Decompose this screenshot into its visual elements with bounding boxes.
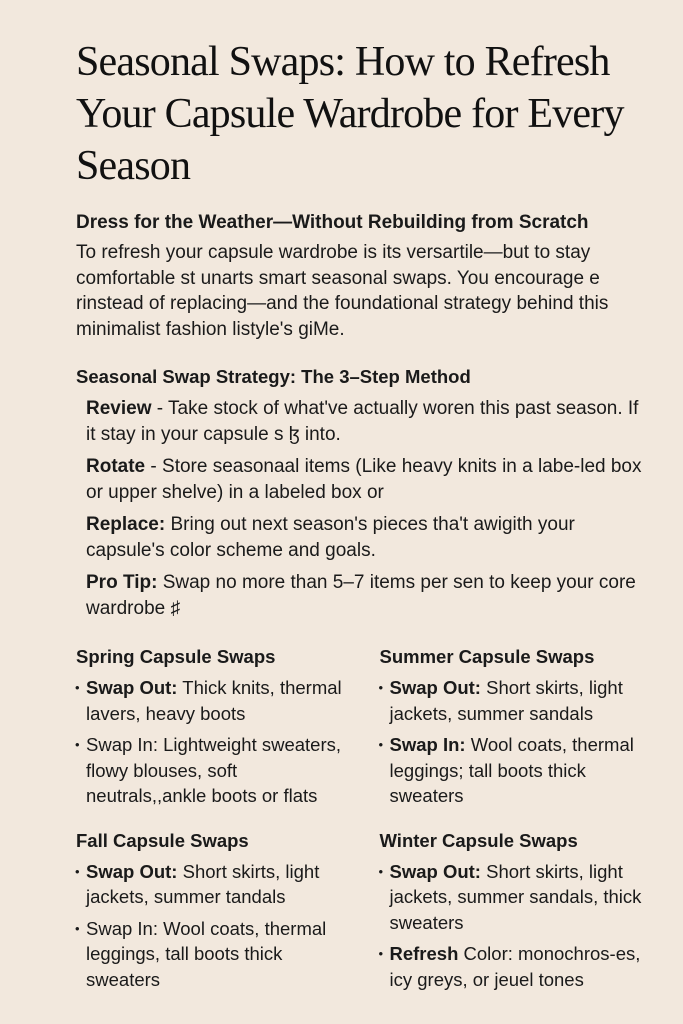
item-text: Swap In: Lightweight sweaters, flowy blouses, soft neutrals,,ankle boots or flats [86,734,342,806]
item-text: Wool coats, thermal leggings; tall boots thick sweaters [389,734,634,806]
right-column [380,645,683,1012]
item-label: Swap Out: [389,860,481,882]
item-label: Swap Out: [86,677,178,698]
list-item [380,732,650,809]
item-text: Short skirts, light jackets, summer sandals, thick sweaters [389,860,642,933]
season-heading: Fall Capsule Swaps [76,829,249,851]
season-heading: Spring Capsule Swaps [76,646,276,667]
season-heading: Summer Capsule Swaps [379,646,595,667]
step-label: Rotate [86,456,146,477]
step-label: Replace: [86,514,166,535]
season-winter [380,829,683,993]
strategy-steps [86,396,646,621]
item-label: Swap Out: [86,860,178,882]
step-label: Review [86,398,152,419]
step-replace [86,512,646,563]
intro-paragraph: To refresh your capsule wardrobe is its versartile—but to stay comfortable st unarts smart seasonal swaps. You encourage e rinstead of replacing—and the foundational strategy behind this minimalist fashion listyle's giMe. [76,242,609,340]
step-text: Take stock of what've actually woren this past season. If it stay in your capsule s ɮ into. [86,398,639,445]
item-text: Thick knits, thermal lavers, heavy boots [86,677,342,724]
step-sep: - [151,398,169,419]
subtitle: Dress for the Weather—Without Rebuilding from Scratch [76,212,589,233]
season-fall [76,829,380,993]
season-heading: Winter Capsule Swaps [379,829,578,851]
list-item [380,859,650,936]
step-sep: - [145,456,163,477]
item-label: Swap Out: [389,677,481,698]
season-list [380,675,683,809]
step-text: Bring out next season's pieces tha't awigith your capsule's color scheme and goals. [86,514,575,561]
left-column [76,645,380,1012]
strategy-heading: Seasonal Swap Strategy: The 3–Step Method [76,366,471,387]
step-text: Swap no more than 5–7 items per sen to keep your core wardrobe ♯ [86,572,636,619]
item-text: Color: monochros-es, icy greys, or jeuel tones [389,943,641,990]
step-rotate [86,454,646,505]
list-item [76,732,356,809]
step-review [86,396,646,447]
step-label: Pro Tip: [86,572,158,593]
season-list [76,675,380,809]
season-columns [76,645,683,1012]
list-item [76,675,356,726]
page-title: Seasonal Swaps: How to Refresh Your Capsule Wardrobe for Every Season [76,39,624,189]
item-text: Short skirts, light jackets, summer sandals [389,677,623,724]
item-text: Short skirts, light jackets, summer tandals [86,860,320,907]
item-label: Swap In: [389,734,466,755]
pro-tip [86,570,646,621]
item-label: Refresh [389,943,459,964]
list-item [76,859,356,910]
step-text: Store seasonaal items (Like heavy knits in a labe-led box or upper shelve) in a labeled box or [86,456,642,503]
item-text: Swap In: Wool coats, thermal leggings, tall boots thick sweaters [86,917,327,990]
list-item [380,675,650,726]
season-summer [380,645,683,809]
list-item [76,916,356,993]
season-list [380,859,683,993]
season-spring [76,645,380,809]
list-item [380,941,650,992]
season-list [76,859,380,993]
